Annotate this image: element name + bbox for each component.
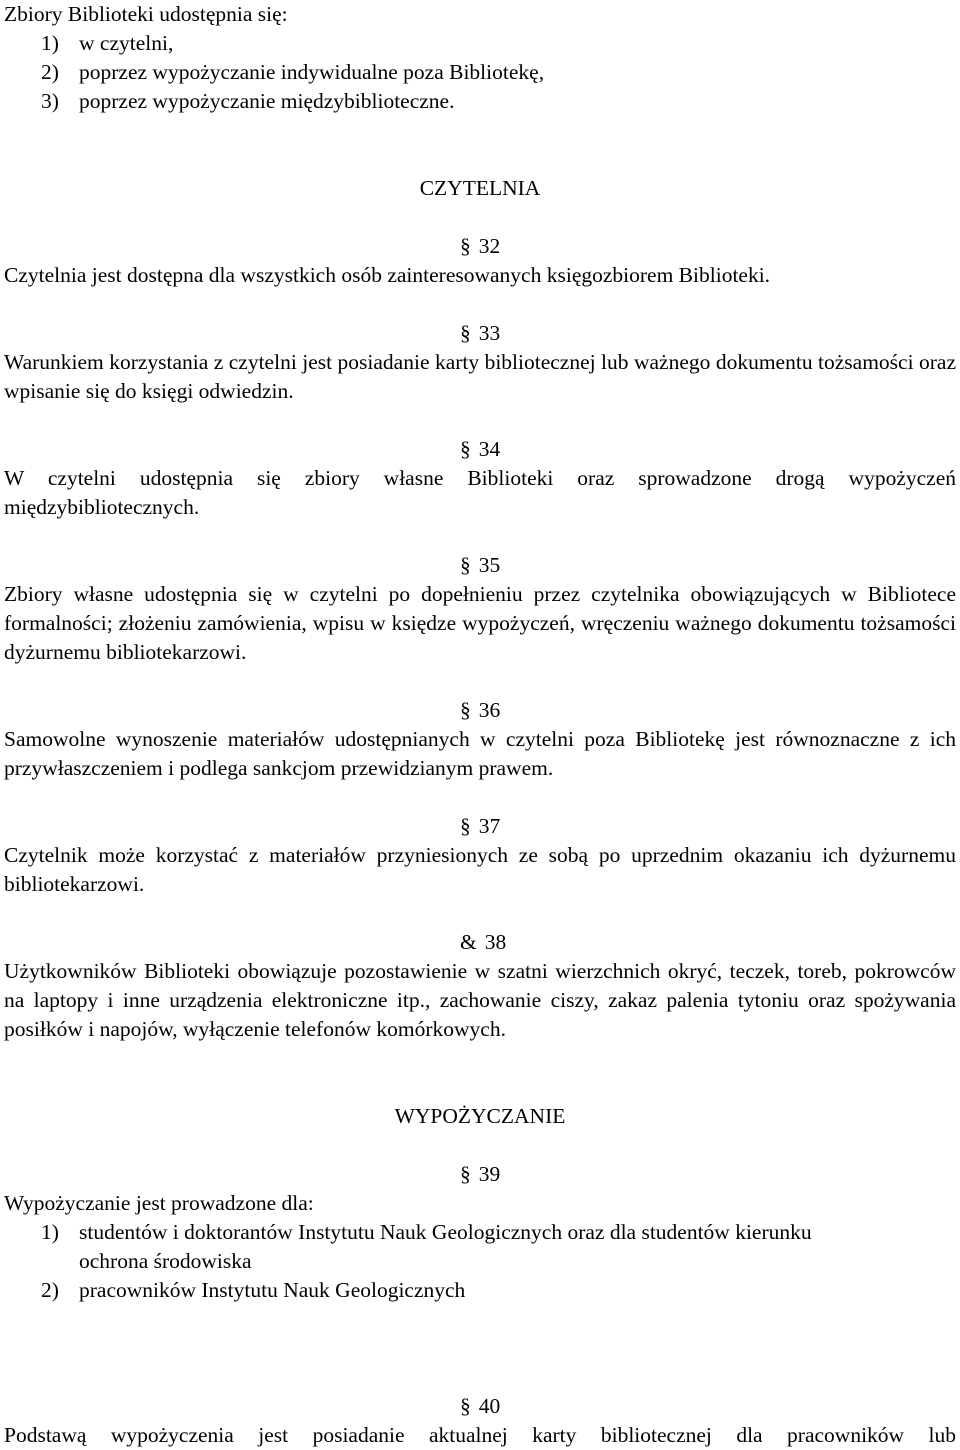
section-title-wypozyczanie: WYPOŻYCZANIE <box>394 1104 566 1128</box>
list-text: pracowników Instytutu Nauk Geologicznych <box>79 1278 466 1302</box>
list-text: poprzez wypożyczanie międzybiblioteczne. <box>79 89 455 113</box>
paragraph-number <box>460 319 956 348</box>
paragraph-number <box>460 435 956 464</box>
section-symbol: § <box>460 1162 471 1186</box>
section-symbol: § <box>460 234 471 258</box>
paragraph-text: Samowolne wynoszenie materiałów udostępnianych w czytelni poza Bibliotekę jest równoznaczne z ich przywłaszczeniem i podlega sankcjom przewidzianym prawem. <box>4 727 956 780</box>
paragraph-text: W czytelni udostępnia się zbiory własne Biblioteki oraz sprowadzone drogą wypożyczeń międzybibliotecznych. <box>4 466 956 519</box>
intro-heading: Zbiory Biblioteki udostępnia się: <box>4 2 288 26</box>
section-symbol: § <box>460 698 471 722</box>
list-item <box>4 1218 956 1276</box>
paragraph-text: Czytelnik może korzystać z materiałów przyniesionych ze sobą po uprzednim okazaniu ich dyżurnemu bibliotekarzowi. <box>4 843 956 896</box>
paragraph-text: Warunkiem korzystania z czytelni jest posiadanie karty bibliotecznej lub ważnego dokumentu tożsamości oraz wpisanie się do księgi odwiedzin. <box>4 350 956 403</box>
paragraph-number <box>460 928 956 957</box>
paragraph-number-value: 39 <box>478 1162 501 1186</box>
section-title-czytelnia: CZYTELNIA <box>419 176 541 200</box>
list-text: studentów i doktorantów Instytutu Nauk Geologicznych oraz dla studentów kierunku ochrona środowiska <box>79 1220 812 1273</box>
paragraph-text: Czytelnia jest dostępna dla wszystkich osób zainteresowanych księgozbiorem Biblioteki. <box>4 263 771 287</box>
list-item <box>4 87 956 116</box>
list-item <box>4 1276 956 1305</box>
paragraph-number <box>460 696 956 725</box>
section-symbol: § <box>460 321 471 345</box>
list-item <box>4 58 956 87</box>
list-number: 2) <box>41 1278 59 1302</box>
paragraph-lead: Wypożyczanie jest prowadzone dla: <box>4 1191 314 1215</box>
paragraph-number <box>460 1160 956 1189</box>
paragraph-number-value: 35 <box>478 553 501 577</box>
paragraph-text: Podstawą wypożyczenia jest posiadanie aktualnej karty bibliotecznej dla pracowników lub <box>4 1423 956 1447</box>
list-number: 1) <box>41 1220 59 1244</box>
paragraph-number <box>460 232 956 261</box>
section-symbol: § <box>460 1394 471 1418</box>
list-text: w czytelni, <box>79 31 174 55</box>
paragraph-text: Użytkowników Biblioteki obowiązuje pozostawienie w szatni wierzchnich okryć, teczek, toreb, pokrowców na laptopy i inne urządzenia elektroniczne itp., zachowanie ciszy, zakaz palenia tytoniu oraz spożywania posiłków i napojów, wyłączenie telefonów komórkowych. <box>4 959 956 1041</box>
list-number: 3) <box>41 89 59 113</box>
paragraph-number <box>460 1392 956 1421</box>
list-text: poprzez wypożyczanie indywidualne poza Bibliotekę, <box>79 60 545 84</box>
paragraph-number-value: 36 <box>478 698 501 722</box>
paragraph-number-value: 37 <box>478 814 501 838</box>
section-symbol: & <box>460 930 477 954</box>
list-item <box>4 29 956 58</box>
paragraph-number-value: 40 <box>478 1394 501 1418</box>
paragraph-text: Zbiory własne udostępnia się w czytelni po dopełnieniu przez czytelnika obowiązujących w Bibliotece formalności; złożeniu zamówienia, wpisu w księdze wypożyczeń, wręczeniu ważnego dokumentu tożsamości dyżurnemu bibliotekarzowi. <box>4 582 956 664</box>
paragraph-number-value: 34 <box>478 437 501 461</box>
paragraph-number-value: 32 <box>478 234 501 258</box>
paragraph-number-value: 38 <box>484 930 507 954</box>
paragraph-number <box>460 812 956 841</box>
par39-list <box>4 1218 956 1305</box>
document-page <box>4 0 956 1450</box>
section-symbol: § <box>460 814 471 838</box>
paragraph-number <box>460 551 956 580</box>
paragraph-number-value: 33 <box>478 321 501 345</box>
section-symbol: § <box>460 553 471 577</box>
list-number: 1) <box>41 31 59 55</box>
list-number: 2) <box>41 60 59 84</box>
intro-list <box>4 29 956 116</box>
section-symbol: § <box>460 437 471 461</box>
